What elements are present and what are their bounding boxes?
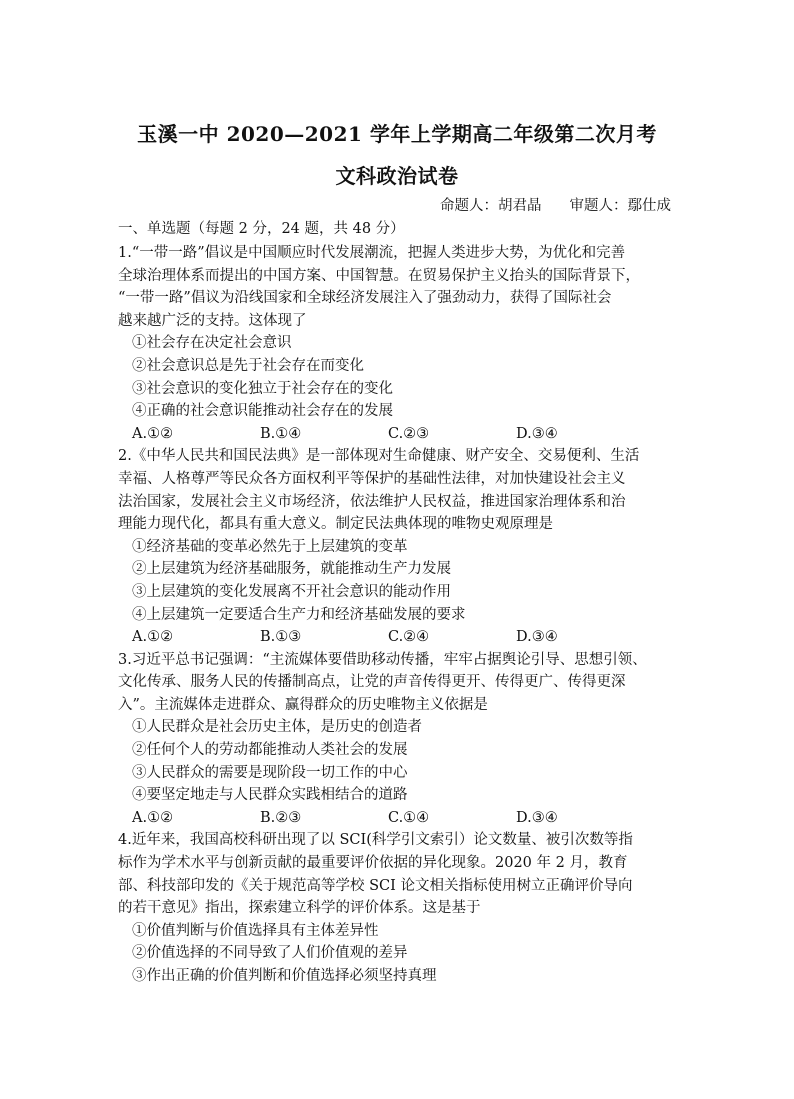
statement-option: ④要坚定地走与人民群众实践相结合的道路 (132, 787, 408, 804)
statement-option: ③人民群众的需要是现阶段一切工作的中心 (132, 764, 408, 781)
reviewer: 审题人：鄢仕成 (569, 198, 671, 214)
answer-choices (118, 423, 678, 446)
answer-choice: D.③④ (516, 629, 558, 646)
statement-option: ②任何个人的劳动都能推动人类社会的发展 (132, 742, 408, 759)
question-text-line: 2.《中华人民共和国民法典》是一部体现对生命健康、财产安全、交易便利、生活 (118, 448, 640, 465)
question-text-line: 入”。主流媒体走进群众、赢得群众的历史唯物主义依据是 (118, 696, 488, 713)
section-heading: 一、单选题（每题 2 分，24 题，共 48 分） (118, 221, 405, 237)
question-text-line: 标作为学术水平与创新贡献的最重要评价依据的异化现象。2020 年 2 月，教育 (118, 855, 628, 872)
answer-choice: B.①④ (260, 425, 302, 442)
setter: 命题人：胡君晶 (440, 198, 542, 214)
question-text-line: 全球治理体系而提出的中国方案、中国智慧。在贸易保护主义抬头的国际背景下， (118, 267, 640, 284)
answer-choice: A.①② (132, 425, 174, 442)
question-text-line: 1.“一带一路”倡议是中国顺应时代发展潮流，把握人类进步大势，为优化和完善 (118, 245, 626, 261)
answer-choice: A.①② (132, 629, 174, 646)
answer-choice: B.②③ (260, 809, 302, 826)
question-text-line: 4.近年来，我国高校科研出现了以 SCI(科学引文索引）论文数量、被引次数等指 (118, 832, 633, 849)
answer-choice: C.①④ (388, 809, 430, 826)
statement-option: ①人民群众是社会历史主体，是历史的创造者 (132, 719, 422, 736)
answer-choice: B.①③ (260, 629, 302, 646)
question-block (118, 829, 678, 987)
statement-option: ④正确的社会意识能推动社会存在的发展 (132, 403, 393, 420)
question-text-line: 幸福、人格尊严等民众各方面权利平等保护的基础性法律，对加快建设社会主义 (118, 470, 626, 487)
exam-title: 玉溪一中 2020—2021 学年上学期高二年级第二次月考 (137, 122, 657, 146)
answer-choices (118, 807, 678, 830)
question-text-line: 部、科技部印发的《关于规范高等学校 SCI 论文相关指标使用树立正确评价导向 (118, 877, 633, 894)
answer-choices (118, 626, 678, 649)
statement-option: ④上层建筑一定要适合生产力和经济基础发展的要求 (132, 606, 466, 623)
question-text-line: 法治国家，发展社会主义市场经济，依法维护人民权益，推进国家治理体系和治 (118, 493, 626, 510)
author-line (440, 194, 699, 215)
statement-option: ①价值判断与价值选择具有主体差异性 (132, 922, 379, 939)
statement-option: ③社会意识的变化独立于社会存在的变化 (132, 380, 393, 397)
answer-choice: C.②③ (388, 425, 430, 442)
answer-choice: A.①② (132, 809, 174, 826)
answer-choice: D.③④ (516, 425, 558, 442)
question-text-line: 越来越广泛的支持。这体现了 (118, 312, 307, 329)
question-text-line: 理能力现代化，都具有重大意义。制定民法典体现的唯物史观原理是 (118, 516, 553, 533)
exam-content (118, 218, 678, 988)
question-block (118, 242, 678, 445)
question-text-line: 的若干意见》指出，探索建立科学的评价体系。这是基于 (118, 900, 481, 917)
question-list (118, 242, 678, 988)
statement-option: ②社会意识总是先于社会存在而变化 (132, 357, 364, 374)
question-block (118, 445, 678, 648)
exam-subtitle: 文科政治试卷 (335, 164, 459, 188)
question-text-line: 3.习近平总书记强调：“主流媒体要借助移动传播，牢牢占据舆论引导、思想引领、 (118, 651, 647, 668)
question-block (118, 649, 678, 830)
answer-choice: D.③④ (516, 809, 558, 826)
statement-option: ①经济基础的变革必然先于上层建筑的变革 (132, 538, 408, 555)
statement-option: ②价值选择的不同导致了人们价值观的差异 (132, 945, 408, 962)
answer-choice: C.②④ (388, 629, 430, 646)
question-text-line: 文化传承、服务人民的传播制高点，让党的声音传得更开、传得更广、传得更深 (118, 674, 626, 691)
question-text-line: “一带一路”倡议为沿线国家和全球经济发展注入了强劲动力，获得了国际社会 (118, 290, 612, 307)
statement-option: ②上层建筑为经济基础服务，就能推动生产力发展 (132, 561, 451, 578)
statement-option: ③作出正确的价值判断和价值选择必须坚持真理 (132, 968, 437, 984)
statement-option: ③上层建筑的变化发展离不开社会意识的能动作用 (132, 583, 451, 600)
statement-option: ①社会存在决定社会意识 (132, 335, 292, 352)
